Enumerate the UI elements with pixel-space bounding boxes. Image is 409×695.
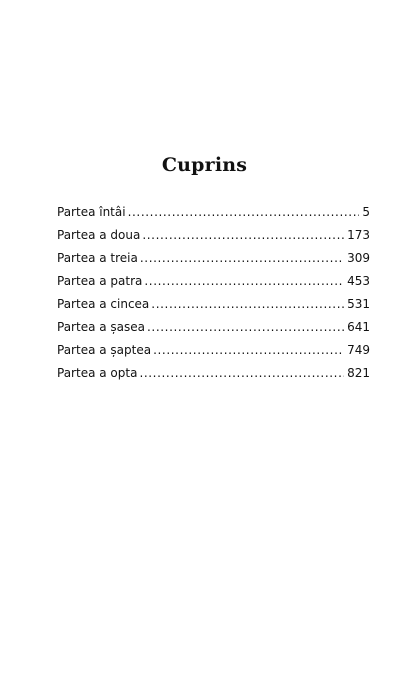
toc-dot-leader: [139, 362, 344, 385]
toc-entry-label: Partea a cincea: [57, 297, 150, 311]
toc-entry-partea-a-treia: [57, 247, 370, 270]
toc-entry-label: Partea a opta: [57, 366, 138, 380]
toc-page-number: 5: [362, 205, 370, 219]
toc-dot-leader: [151, 293, 344, 316]
toc-entry-label: Partea a șaptea: [57, 343, 152, 357]
toc-page-number: 641: [347, 320, 370, 334]
page-title: Cuprins: [161, 153, 248, 176]
toc-dot-leader: [128, 201, 360, 224]
toc-dot-leader: [153, 339, 344, 362]
toc-page-number: 531: [347, 297, 370, 311]
table-of-contents: [57, 201, 370, 385]
toc-entry-partea-intai: [57, 201, 370, 224]
toc-entry-label: Partea întâi: [57, 205, 126, 219]
toc-dot-leader: [144, 270, 344, 293]
toc-dot-leader: [147, 316, 344, 339]
toc-entry-partea-a-opta: [57, 362, 370, 385]
toc-entry-partea-a-cincea: [57, 293, 370, 316]
toc-entry-partea-a-saptea: [57, 339, 370, 362]
toc-entry-partea-a-patra: [57, 270, 370, 293]
toc-entry-label: Partea a șasea: [57, 320, 146, 334]
toc-entry-label: Partea a treia: [57, 251, 138, 265]
toc-entry-partea-a-sasea: [57, 316, 370, 339]
toc-entry-label: Partea a doua: [57, 228, 141, 242]
toc-page-number: 173: [347, 228, 370, 242]
toc-page-number: 453: [347, 274, 370, 288]
toc-page-number: 309: [347, 251, 370, 265]
toc-entry-label: Partea a patra: [57, 274, 143, 288]
toc-dot-leader: [142, 224, 344, 247]
toc-dot-leader: [140, 247, 344, 270]
toc-page-number: 821: [347, 366, 370, 380]
toc-page-number: 749: [347, 343, 370, 357]
toc-entry-partea-a-doua: [57, 224, 370, 247]
